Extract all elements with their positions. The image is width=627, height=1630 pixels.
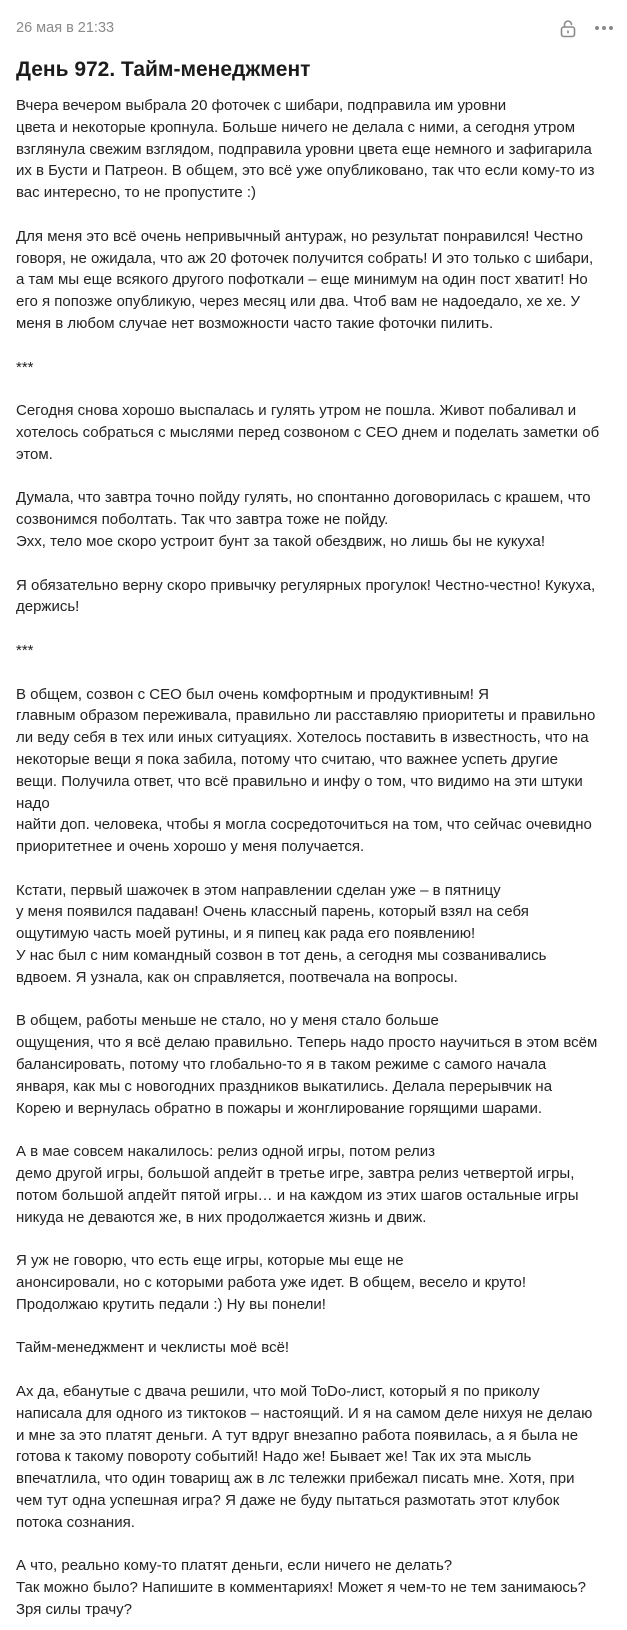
post-paragraph: Вчера вечером выбрала 20 фоточек с шибари, подправила им уровни цвета и некоторые кропнула. Больше ничего не делала с ними, а сегодня утром взглянула свежим взглядом, подправила уровни цвета еще немного и зафигарила их в Бусти и Патреон. В общем, это всё уже опубликовано, так что если кому-то из вас интересно, то не пропустите :) <box>16 97 595 202</box>
post-paragraph: А что, реально кому-то платят деньги, если ничего не делать? Так можно было? Напишите в комментариях! Может я чем-то не тем занимаюсь? Зря силы трачу? <box>16 1557 586 1618</box>
post-paragraph: Для меня это всё очень непривычный антураж, но результат понравился! Честно говоря, не ожидала, что аж 20 фоточек получится собрать! И это только с шибари, а там мы еще всякого другого пофоткали – еще минимум на один пост хватит! Но его я попозже опубликую, через месяц или два. Чтоб вам не надоедало, хе хе. У меня в любом случае нет возможности часто такие фоточки пилить. <box>16 227 594 332</box>
post-paragraph-spacer <box>16 858 621 880</box>
post-paragraph-spacer <box>16 335 621 357</box>
lock-icon <box>560 19 576 38</box>
post-paragraph-spacer <box>16 662 621 684</box>
post-paragraph: Тайм-менеджмент и чеклисты моё всё! <box>16 1339 290 1357</box>
post-header <box>0 0 627 56</box>
post-paragraph: Ах да, ебанутые с двача решили, что мой ToDo-лист, который я по приколу написала для одного из тиктоков – настоящий. И я на самом деле нихуя не делаю и мне за это платят деньги. А тут вдруг внезапно работа появилась, а я была не готова к такому повороту событий! Надо же! Бывает же! Так их эта мысль впечатлила, что один товарищ аж в лс тележки прибежал писать мне. Хотя, при чем тут одна успешная игра? Я даже не буду пытаться размотать этот клубок потока сознания. <box>16 1383 593 1531</box>
post-paragraph: В общем, созвон с CEO был очень комфортным и продуктивным! Я главным образом переживала, правильно ли расставляю приоритеты и правильно ли веду себя в тех или иных ситуациях. Хотелось поставить в известность, что на некоторые вещи я пока забила, потому что считаю, что важнее успеть другие вещи. Получила ответ, что всё правильно и инфу о том, что видимо на эти штуки надо найти доп. человека, чтобы я могла сосредоточиться на том, что сейчас очевидно приоритетнее и очень хорошо у меня получается. <box>16 685 596 856</box>
post-paragraph: Думала, что завтра точно пойду гулять, но спонтанно договорилась с крашем, что созвонимся поболтать. Так что завтра тоже не пойду. Эхх, тело мое скоро устроит бунт за такой обездвиж, но лишь бы не кукуха! <box>16 489 591 550</box>
post-paragraph: А в мае совсем накалилось: релиз одной игры, потом релиз демо другой игры, большой апдейт в третье игре, завтра релиз четвертой игры, потом большой апдейт пятой игры… и на каждом из этих шагов остальные игры никуда не деваются же, в них продолжается жизнь и движ. <box>16 1143 579 1226</box>
post-paragraph: Я уж не говорю, что есть еще игры, которые мы еще не анонсировали, но с которыми работа уже идет. В общем, весело и круто! Продолжаю крутить педали :) Ну вы понели! <box>16 1252 527 1313</box>
post-paragraph: В общем, работы меньше не стало, но у меня стало больше ощущения, что я всё делаю правильно. Теперь надо просто научиться в этом всём балансировать, потому что глобально-то я в таком режиме с самого начала января, как мы с новогодних праздников выкатились. Делала перерывчик на Корею и вернулась обратно в пожары и жонглирование горящими шарами. <box>16 1012 598 1117</box>
post-paragraph-spacer <box>16 1228 621 1250</box>
lock-button[interactable] <box>554 14 582 42</box>
post-date: 26 мая в 21:33 <box>16 20 115 36</box>
section-divider: *** <box>16 358 34 376</box>
post-paragraph: Сегодня снова хорошо выспалась и гулять утром не пошла. Живот побаливал и хотелось собраться с мыслями перед созвоном с CEO днем и поделать заметки об этом. <box>16 402 600 463</box>
post-paragraph-spacer <box>16 378 621 400</box>
post-paragraph-spacer <box>16 204 621 226</box>
post-paragraph-spacer <box>16 553 621 575</box>
more-horizontal-icon <box>594 25 614 31</box>
section-divider: *** <box>16 641 34 659</box>
post-paragraph-spacer <box>16 989 621 1011</box>
post-paragraph-spacer <box>16 1359 621 1381</box>
post-paragraph: Я обязательно верну скоро привычку регулярных прогулок! Честно-честно! Кукуха, держись! <box>16 576 596 616</box>
more-options-button[interactable] <box>590 14 618 42</box>
post-paragraph-spacer <box>16 466 621 488</box>
post-paragraph-spacer <box>16 618 621 640</box>
post-paragraph-spacer <box>16 1119 621 1141</box>
post-paragraph-spacer <box>16 1534 621 1556</box>
post-paragraph-spacer <box>16 1316 621 1338</box>
post-title: День 972. Тайм-менеджмент <box>16 58 311 81</box>
post-paragraph: Кстати, первый шажочек в этом направлении сделан уже – в пятницу у меня появился падаван! Очень классный парень, который взял на себя ощутимую часть моей рутины, и я пипец как рада его появлению! У нас был с ним командный созвон в тот день, а сегодня мы созванивались вдвоем. Я узнала, как он справляется, поотвечала на вопросы. <box>16 881 547 986</box>
post-body <box>16 95 621 1621</box>
